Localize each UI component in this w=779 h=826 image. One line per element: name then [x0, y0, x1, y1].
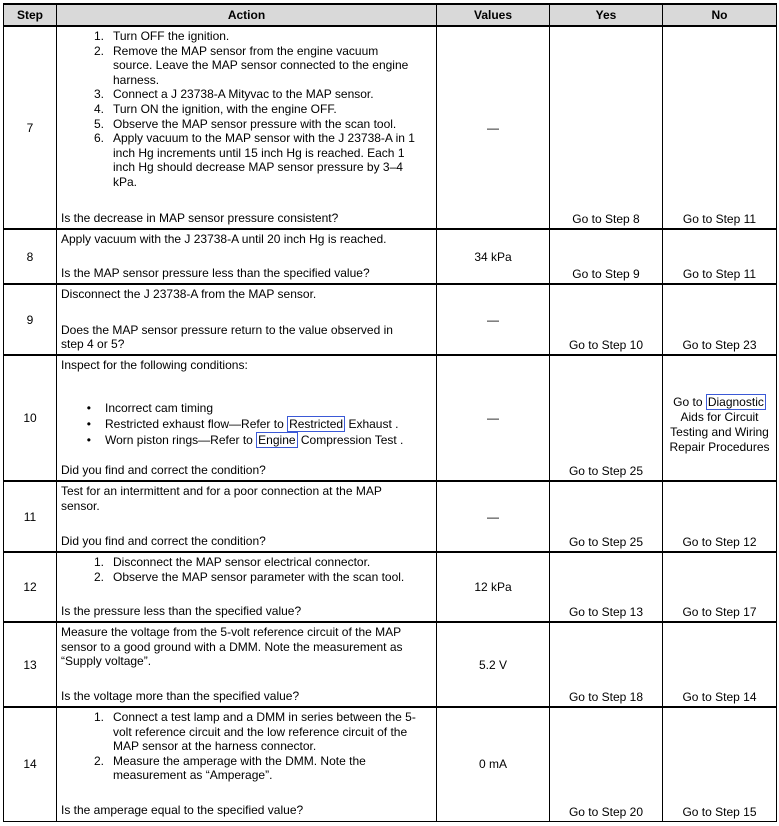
list-item: 2. Observe the MAP sensor parameter with the scan tool. [93, 569, 405, 584]
value-cell: 5.2 V [437, 622, 550, 707]
table-row [4, 707, 777, 821]
action-question: Did you find and correct the condition? [61, 534, 266, 549]
action-steps [61, 29, 432, 190]
action-steps [61, 555, 432, 584]
action-question: Does the MAP sensor pressure return to the value observed in step 4 or 5? [61, 322, 393, 352]
action-cell [57, 552, 437, 622]
action-cell [57, 26, 437, 229]
no-link[interactable]: Go to Step 15 [663, 707, 777, 821]
header-values: Values [437, 4, 550, 26]
table-row [4, 26, 777, 229]
value-cell: — [437, 26, 550, 229]
list-item: 2. Measure the amperage with the DMM. Note the measurement as “Amperage”. [93, 753, 366, 783]
yes-link[interactable]: Go to Step 10 [550, 284, 663, 355]
value-cell: — [437, 355, 550, 481]
action-text: Apply vacuum with the J 23738-A until 20 inch Hg is reached. [61, 232, 387, 246]
table-row [4, 229, 777, 284]
header-action: Action [57, 4, 437, 26]
list-item: 1. Turn OFF the ignition. [93, 29, 230, 43]
no-link[interactable]: Go to Step 11 [663, 229, 777, 284]
yes-link[interactable]: Go to Step 20 [550, 707, 663, 821]
list-item: 1. Connect a test lamp and a DMM in series between the 5-volt reference circuit and the low reference circuit of the MAP sensor at the harness connector. [93, 710, 416, 754]
engine-compression-test-link[interactable]: Engine [258, 433, 296, 447]
table-row [4, 284, 777, 355]
no-cell: Go to Diagnostic Aids for Circuit Testing and Wiring Repair Procedures [663, 355, 777, 481]
step-number: 7 [4, 26, 57, 229]
header-no: No [663, 4, 777, 26]
no-link[interactable]: Go to Step 17 [663, 552, 777, 622]
step-number: 13 [4, 622, 57, 707]
yes-link[interactable]: Go to Step 25 [550, 481, 663, 552]
list-item: 6. Apply vacuum to the MAP sensor with the J 23738-A in 1 inch Hg increments until 15 inch Hg is reached. Each 1 inch Hg should decrease MAP sensor pressure by 3–4 kPa. [93, 131, 415, 189]
diagnostic-table [3, 3, 777, 822]
no-link[interactable]: Go to Step 11 [663, 26, 777, 229]
step-number: 11 [4, 481, 57, 552]
table-row [4, 481, 777, 552]
action-text: Measure the voltage from the 5-volt reference circuit of the MAP sensor to a good ground with a DMM. Note the measurement as “Supply voltage”. [61, 625, 403, 669]
yes-link[interactable]: Go to Step 9 [550, 229, 663, 284]
restricted-exhaust-link[interactable]: Restricted [289, 417, 344, 431]
list-item: 5. Observe the MAP sensor pressure with the scan tool. [93, 116, 397, 131]
action-steps [61, 710, 432, 783]
step-number: 8 [4, 229, 57, 284]
value-cell: 34 kPa [437, 229, 550, 284]
list-item: 4. Turn ON the ignition, with the engine OFF. [93, 101, 337, 116]
list-item: 1. Disconnect the MAP sensor electrical connector. [93, 555, 371, 569]
header-row [4, 4, 777, 26]
step-number: 9 [4, 284, 57, 355]
action-question: Is the pressure less than the specified value? [61, 604, 302, 619]
no-link[interactable]: Go to Step 12 [663, 481, 777, 552]
action-text: Disconnect the J 23738-A from the MAP sensor. [61, 287, 317, 301]
action-question: Is the decrease in MAP sensor pressure consistent? [61, 211, 339, 226]
no-link[interactable]: Go to Step 23 [663, 284, 777, 355]
no-link[interactable]: Go to Step 14 [663, 622, 777, 707]
table-row [4, 355, 777, 481]
action-cell [57, 355, 437, 481]
diagnostic-aids-link[interactable]: Diagnostic [707, 395, 764, 410]
yes-link[interactable]: Go to Step 25 [550, 355, 663, 481]
yes-link[interactable]: Go to Step 13 [550, 552, 663, 622]
table-row [4, 552, 777, 622]
value-cell: — [437, 284, 550, 355]
header-step: Step [4, 4, 57, 26]
step-number: 14 [4, 707, 57, 821]
table-row [4, 622, 777, 707]
action-cell [57, 284, 437, 355]
step-number: 10 [4, 355, 57, 481]
list-item: 2. Remove the MAP sensor from the engine vacuum source. Leave the MAP sensor connected to the engine harness. [93, 43, 409, 87]
header-yes: Yes [550, 4, 663, 26]
value-cell: — [437, 481, 550, 552]
list-item: • Worn piston rings—Refer to Engine Compression Test . [86, 433, 404, 447]
yes-link[interactable]: Go to Step 18 [550, 622, 663, 707]
action-question: Is the amperage equal to the specified value? [61, 803, 304, 818]
action-text: Test for an intermittent and for a poor connection at the MAP sensor. [61, 484, 382, 513]
action-cell [57, 622, 437, 707]
action-cell [57, 707, 437, 821]
action-question: Did you find and correct the condition? [61, 463, 266, 478]
list-item: • Restricted exhaust flow—Refer to Restricted Exhaust . [86, 417, 399, 431]
value-cell: 0 mA [437, 707, 550, 821]
step-number: 12 [4, 552, 57, 622]
list-item: • Incorrect cam timing [86, 401, 214, 415]
condition-list [61, 400, 432, 448]
action-question: Is the voltage more than the specified value? [61, 689, 300, 704]
value-cell: 12 kPa [437, 552, 550, 622]
action-question: Is the MAP sensor pressure less than the specified value? [61, 266, 370, 281]
yes-link[interactable]: Go to Step 8 [550, 26, 663, 229]
action-cell [57, 229, 437, 284]
action-cell [57, 481, 437, 552]
list-item: 3. Connect a J 23738-A Mityvac to the MAP sensor. [93, 87, 374, 102]
action-text: Inspect for the following conditions: [61, 358, 248, 372]
